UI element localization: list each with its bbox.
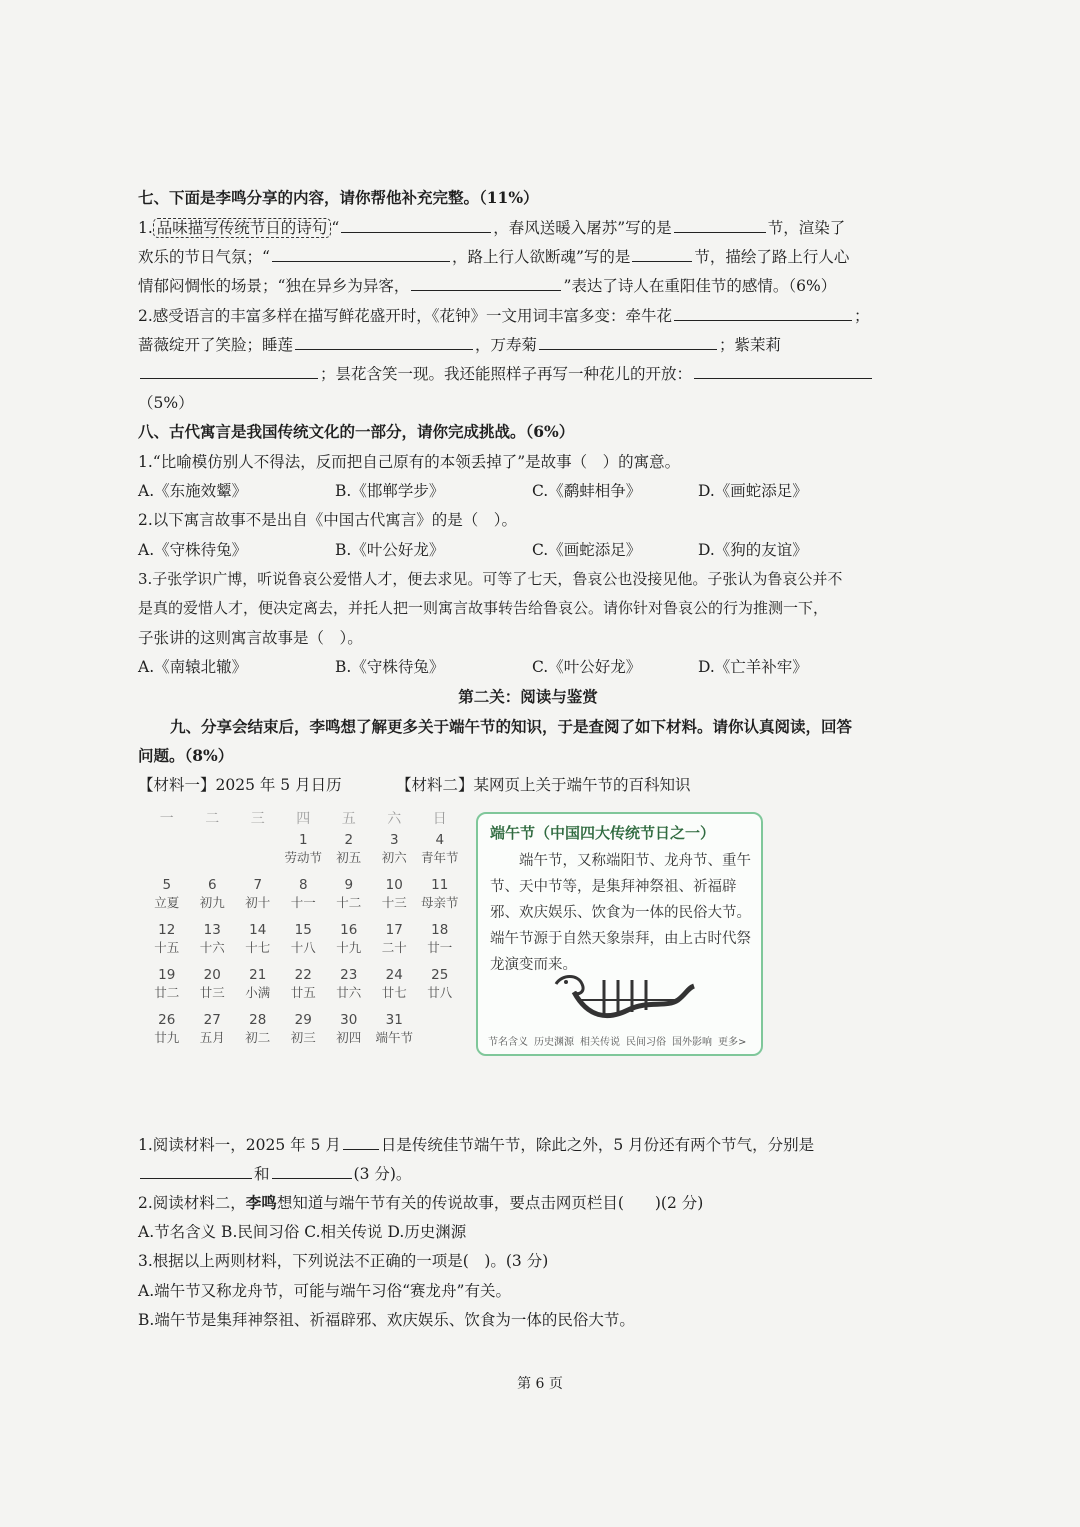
- q1-text-c: 节，渲染了: [767, 219, 846, 237]
- q9-2-name: 李鸣: [245, 1193, 277, 1212]
- answer-blank[interactable]: [295, 333, 473, 350]
- nav-overseas[interactable]: 国外影响: [672, 1037, 712, 1048]
- part-2-title: 第二关：阅读与鉴赏: [458, 687, 598, 706]
- answer-blank[interactable]: [140, 1162, 252, 1179]
- answer-blank[interactable]: [341, 216, 491, 233]
- q9-1-text-c: 和: [254, 1165, 270, 1183]
- day-number: 28: [249, 1012, 267, 1028]
- calendar-week-row: [144, 967, 470, 1012]
- calendar-day: [326, 877, 372, 922]
- q9-1-text-d: (3 分)。: [353, 1165, 412, 1183]
- q9-2-options: A.节名含义 B.民间习俗 C.相关传说 D.历史渊源: [138, 1223, 467, 1241]
- day-number: 13: [203, 922, 221, 938]
- answer-blank[interactable]: [632, 245, 692, 262]
- answer-blank[interactable]: [140, 362, 318, 379]
- lunar-or-festival: 廿三: [199, 985, 225, 1000]
- answer-blank[interactable]: [272, 245, 450, 262]
- material-labels: [138, 774, 918, 796]
- s8-q3-line1: 3.子张学识广博，听说鲁哀公爱惜人才，便去求见。可等了七天，鲁哀公也没接见他。子张认为鲁哀公并不: [138, 570, 843, 588]
- day-number: 26: [158, 1012, 176, 1028]
- calendar-week-row: [144, 922, 470, 967]
- q2-text-a: 2.感受语言的丰富多样在描写鲜花盛开时，《花钟》一文用词丰富多变：牵牛花: [138, 307, 673, 325]
- day-number: 25: [431, 967, 449, 983]
- q9-3-option-a[interactable]: A.端午节又称龙舟节，可能与端午习俗“赛龙舟”有关。: [138, 1282, 511, 1300]
- calendar-day: [144, 922, 190, 967]
- calendar-day: [281, 967, 327, 1012]
- day-number: 3: [389, 832, 399, 848]
- section-8-heading: 八、古代寓言是我国传统文化的一部分，请你完成挑战。（6%）: [138, 422, 575, 441]
- lunar-or-festival: 母亲节: [420, 895, 459, 910]
- calendar-week-row: [144, 1012, 470, 1057]
- lunar-or-festival: 初九: [199, 895, 225, 910]
- lunar-or-festival: 十二: [336, 895, 362, 910]
- option-b[interactable]: B.《叶公好龙》: [335, 541, 445, 559]
- option-b[interactable]: B.《邯郸学步》: [335, 482, 445, 500]
- calendar-day: [372, 832, 418, 877]
- q9-1-text-a: 1.阅读材料一，2025 年 5 月: [138, 1136, 341, 1154]
- s8-q1-options: [138, 480, 918, 502]
- day-number: 10: [385, 877, 403, 893]
- calendar-day: [326, 1012, 372, 1057]
- calendar-day: [144, 967, 190, 1012]
- encyclopedia-title: 端午节（中国四大传统节日之一）: [490, 824, 716, 842]
- option-c[interactable]: C.《画蛇添足》: [532, 541, 642, 559]
- calendar-day: [235, 1012, 281, 1057]
- q2-text-b2: ，万寿菊: [475, 336, 538, 354]
- q1-number: 1.: [138, 219, 153, 237]
- s7-q2-points: （5%）: [138, 394, 194, 412]
- calendar-day: [144, 877, 190, 922]
- q2-text-b3: ；紫茉莉: [719, 336, 782, 354]
- option-d[interactable]: D.《画蛇添足》: [698, 482, 808, 500]
- nav-legends[interactable]: 相关传说: [580, 1037, 620, 1048]
- lunar-or-festival: 十五: [154, 940, 180, 955]
- material-2-label: 【材料二】某网页上关于端午节的百科知识: [396, 776, 691, 794]
- day-number: 2: [344, 832, 354, 848]
- calendar-day: [281, 832, 327, 877]
- lunar-or-festival: 廿七: [381, 985, 407, 1000]
- s8-q1: 1.“比喻模仿别人不得法，反而把自己原有的本领丢掉了”是故事（ ）的寓意。: [138, 453, 681, 471]
- day-number: 7: [253, 877, 263, 893]
- lunar-or-festival: 初四: [336, 1030, 362, 1045]
- calendar-day: [190, 922, 236, 967]
- dragon-boat-icon: [548, 970, 698, 1026]
- day-number: 4: [435, 832, 445, 848]
- s7-q2-line3: [138, 362, 918, 385]
- section-9-intro-line1: 九、分享会结束后，李鸣想了解更多关于端午节的知识，于是查阅了如下材料。请你认真阅读，回答: [170, 717, 853, 736]
- day-number: 20: [203, 967, 221, 983]
- lunar-or-festival: 小满: [245, 985, 271, 1000]
- lunar-or-festival: 五月: [199, 1030, 225, 1045]
- calendar-empty-cell: [235, 832, 281, 877]
- section-7-heading: 七、下面是李鸣分享的内容，请你帮他补充完整。（11%）: [138, 188, 539, 207]
- q1-text-e: ，路上行人欲断魂”写的是: [451, 248, 631, 266]
- weekday-label: 三: [250, 811, 265, 827]
- option-a[interactable]: A.《东施效颦》: [138, 482, 248, 500]
- quote-open: “: [331, 219, 340, 237]
- calendar-week-row: [144, 832, 470, 877]
- encyclopedia-nav: [488, 1033, 752, 1048]
- lunar-or-festival: 初六: [381, 850, 407, 865]
- calendar-day: [235, 922, 281, 967]
- calendar-day: [281, 1012, 327, 1057]
- q9-2-text-b: 想知道与端午节有关的传说故事，要点击网页栏目( )(2 分): [276, 1194, 704, 1212]
- day-number: 19: [158, 967, 176, 983]
- calendar-day: [281, 877, 327, 922]
- answer-blank[interactable]: [694, 362, 872, 379]
- q1-text-f: 节，描绘了路上行人心: [694, 248, 850, 266]
- lunar-or-festival: 初十: [245, 895, 271, 910]
- s7-q1-line1: [138, 216, 918, 239]
- option-a[interactable]: A.《守株待兔》: [138, 541, 248, 559]
- q9-1-text-b: 日是传统佳节端午节，除此之外，5 月份还有两个节气，分别是: [380, 1136, 815, 1154]
- calendar-day: [190, 967, 236, 1012]
- q1-text-b: ，春风送暖入屠苏”写的是: [493, 219, 672, 237]
- lunar-or-festival: 十七: [245, 940, 271, 955]
- day-number: 9: [344, 877, 354, 893]
- day-number: 14: [249, 922, 267, 938]
- calendar-day: [326, 922, 372, 967]
- nav-more[interactable]: 更多>: [718, 1037, 747, 1048]
- calendar-weekday-row: [144, 808, 470, 832]
- answer-blank[interactable]: [411, 274, 561, 291]
- lunar-or-festival: 初五: [336, 850, 362, 865]
- lunar-or-festival: 十八: [290, 940, 316, 955]
- s7-q2-line2: [138, 333, 918, 356]
- calendar-empty-cell: [417, 1012, 463, 1057]
- calendar-day: [190, 877, 236, 922]
- lunar-or-festival: 二十: [381, 940, 407, 955]
- calendar-day: [326, 967, 372, 1012]
- lunar-or-festival: 十六: [199, 940, 225, 955]
- day-number: 6: [207, 877, 217, 893]
- q2-text-c: ；昙花含笑一现。我还能照样子再写一种花儿的开放：: [320, 365, 693, 383]
- s7-q2-line1: [138, 304, 918, 327]
- lunar-or-festival: 廿一: [427, 940, 453, 955]
- weekday-label: 日: [432, 811, 447, 827]
- lunar-or-festival: 廿五: [290, 985, 316, 1000]
- calendar-day: [372, 922, 418, 967]
- q9-2: [138, 1192, 918, 1214]
- option-d[interactable]: D.《亡羊补牢》: [698, 658, 808, 676]
- day-number: 21: [249, 967, 267, 983]
- q9-3: 3.根据以上两则材料，下列说法不正确的一项是( )。(3 分): [138, 1252, 549, 1270]
- option-b[interactable]: B.《守株待兔》: [335, 658, 445, 676]
- calendar-day: [417, 877, 463, 922]
- s8-q2-options: [138, 539, 918, 561]
- weekday-label: 一: [159, 811, 174, 827]
- weekday-label: 四: [296, 811, 311, 827]
- lunar-or-festival: 廿二: [154, 985, 180, 1000]
- lunar-or-festival: 初二: [245, 1030, 271, 1045]
- calendar-day: [417, 922, 463, 967]
- lunar-or-festival: 廿八: [427, 985, 453, 1000]
- lunar-or-festival: 青年节: [420, 850, 459, 865]
- day-number: 24: [385, 967, 403, 983]
- s7-q1-line2: [138, 245, 918, 268]
- material-1-label: 【材料一】2025 年 5 月日历: [138, 776, 342, 794]
- day-number: 16: [340, 922, 358, 938]
- calendar-day: [372, 877, 418, 922]
- lunar-or-festival: 十三: [381, 895, 407, 910]
- answer-blank[interactable]: [674, 304, 852, 321]
- option-c[interactable]: C.《鹬蚌相争》: [532, 482, 642, 500]
- day-number: 8: [298, 877, 308, 893]
- calendar-day: [326, 832, 372, 877]
- lunar-or-festival: 立夏: [154, 895, 180, 910]
- nav-history[interactable]: 历史渊源: [534, 1037, 574, 1048]
- may-2025-calendar: [144, 808, 470, 1057]
- calendar-day: [235, 877, 281, 922]
- option-d[interactable]: D.《狗的友谊》: [698, 541, 808, 559]
- lunar-or-festival: 劳动节: [284, 850, 322, 865]
- calendar-empty-cell: [144, 832, 190, 877]
- day-number: 15: [294, 922, 312, 938]
- weekday-label: 二: [205, 811, 220, 827]
- option-a[interactable]: A.《南辕北辙》: [138, 658, 248, 676]
- calendar-day: [144, 1012, 190, 1057]
- nav-customs[interactable]: 民间习俗: [626, 1037, 666, 1048]
- calendar-day: [235, 967, 281, 1012]
- answer-blank[interactable]: [272, 1162, 352, 1179]
- calendar-empty-cell: [190, 832, 236, 877]
- calendar-day: [417, 967, 463, 1012]
- calendar-body: [144, 832, 470, 1057]
- calendar-day: [372, 967, 418, 1012]
- calendar-day: [281, 922, 327, 967]
- calendar-week-row: [144, 877, 470, 922]
- s7-q1-line3: [138, 274, 918, 297]
- lunar-or-festival: 十一: [290, 895, 316, 910]
- calendar-day: [190, 1012, 236, 1057]
- q9-1-line1: [138, 1133, 918, 1156]
- weekday-label: 六: [387, 811, 402, 827]
- lunar-or-festival: 廿九: [154, 1030, 180, 1045]
- encyclopedia-card: [476, 812, 763, 1056]
- lunar-or-festival: 廿六: [336, 985, 362, 1000]
- q9-2-text-a: 2.阅读材料二，: [138, 1194, 246, 1212]
- q9-3-option-b[interactable]: B.端午节是集拜神祭祖、祈福辟邪、欢庆娱乐、饮食为一体的民俗大节。: [138, 1311, 635, 1329]
- q1-text-h: ”表达了诗人在重阳佳节的感情。（6%）: [563, 277, 837, 295]
- s8-q3-options: [138, 656, 918, 678]
- highlight-box: 品味描写传统节日的诗句: [153, 218, 332, 238]
- lunar-or-festival: 十九: [336, 940, 362, 955]
- answer-blank[interactable]: [343, 1133, 379, 1150]
- encyclopedia-body: [490, 848, 752, 978]
- day-number: 17: [385, 922, 403, 938]
- day-number: 31: [385, 1012, 403, 1028]
- s8-q3-line3: 子张讲的这则寓言故事是（ ）。: [138, 629, 363, 647]
- day-number: 22: [294, 967, 312, 983]
- section-9-intro-line2: 问题。（8%）: [138, 746, 234, 765]
- q1-text-d: 欢乐的节日气氛；“: [138, 248, 270, 266]
- day-number: 5: [162, 877, 172, 893]
- day-number: 27: [203, 1012, 221, 1028]
- lunar-or-festival: 端午节: [375, 1030, 413, 1045]
- q1-text-g: 情郁闷惆怅的场景；“独在异乡为异客，: [138, 277, 410, 295]
- encyclopedia-text: 端午节，又称端阳节、龙舟节、重午节、天中节等，是集拜神祭祖、祈福辟邪、欢庆娱乐、饮食为一体的民俗大节。端午节源于自然天象崇拜，由上古时代祭龙演变而来。: [490, 853, 751, 973]
- s8-q3-line2: 是真的爱惜人才，便决定离去，并托人把一则寓言故事转告给鲁哀公。请你针对鲁哀公的行为推测一下，: [138, 599, 829, 617]
- day-number: 29: [294, 1012, 312, 1028]
- option-c[interactable]: C.《叶公好龙》: [532, 658, 642, 676]
- page-number: 第 6 页: [517, 1376, 563, 1392]
- lunar-or-festival: 初三: [290, 1030, 316, 1045]
- q9-1-line2: [138, 1162, 918, 1185]
- day-number: 18: [431, 922, 449, 938]
- calendar-day: [372, 1012, 418, 1057]
- answer-blank[interactable]: [674, 216, 766, 233]
- s8-q2: 2.以下寓言故事不是出自《中国古代寓言》的是（ ）。: [138, 511, 518, 529]
- day-number: 12: [158, 922, 176, 938]
- day-number: 23: [340, 967, 358, 983]
- weekday-label: 五: [341, 811, 356, 827]
- day-number: 1: [298, 832, 308, 848]
- q2-semicolon: ；: [854, 307, 870, 325]
- day-number: 11: [431, 877, 449, 893]
- nav-meaning[interactable]: 节名含义: [488, 1037, 528, 1048]
- day-number: 30: [340, 1012, 358, 1028]
- answer-blank[interactable]: [539, 333, 717, 350]
- q2-text-b1: 蔷薇绽开了笑脸；睡莲: [138, 336, 294, 354]
- calendar-day: [417, 832, 463, 877]
